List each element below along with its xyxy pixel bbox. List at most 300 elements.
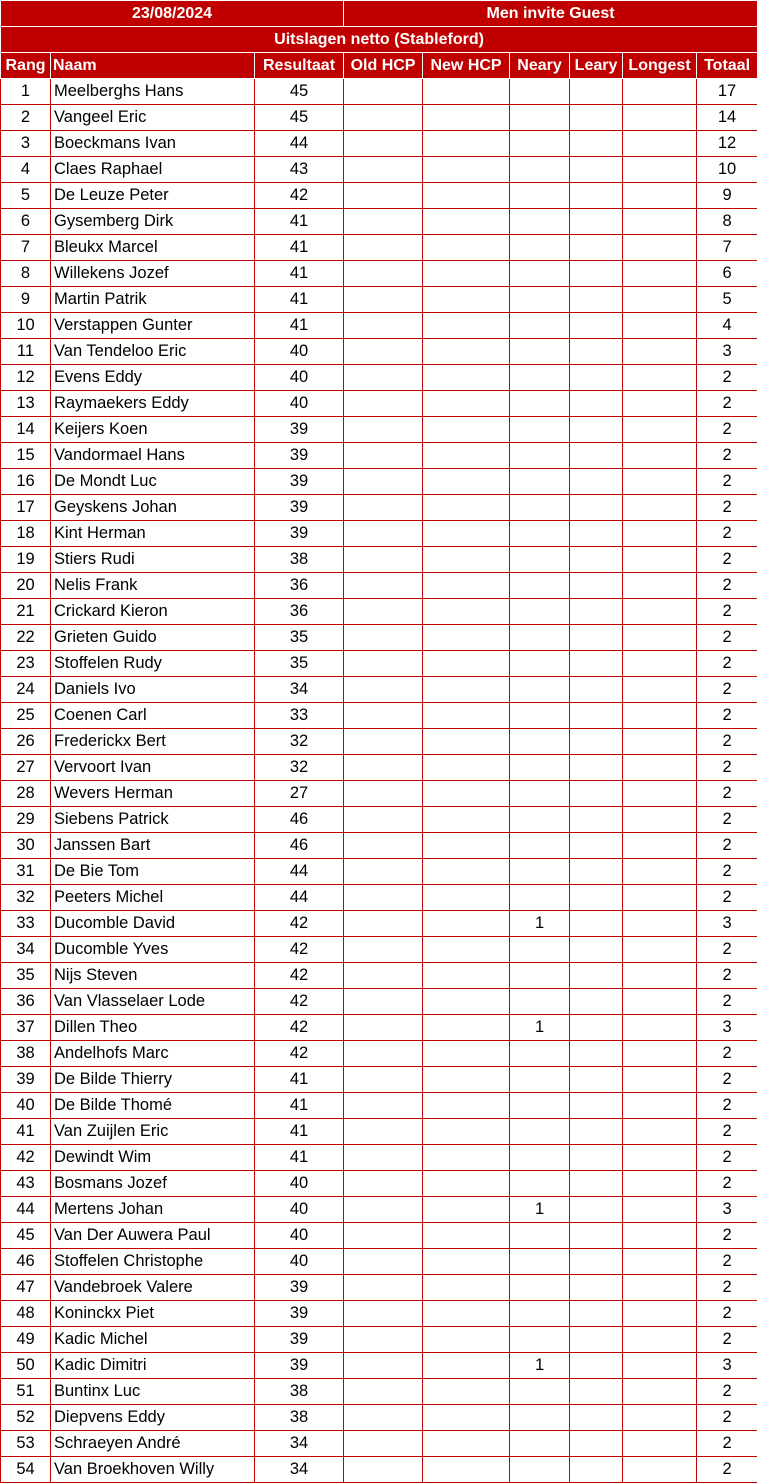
cell-resultaat: 44	[255, 131, 344, 157]
cell-old-hcp	[344, 833, 423, 859]
cell-naam: Mertens Johan	[51, 1197, 255, 1223]
cell-longest	[623, 963, 697, 989]
table-row	[1, 755, 757, 781]
cell-resultaat: 45	[255, 105, 344, 131]
cell-neary	[510, 755, 570, 781]
cell-leary	[570, 521, 623, 547]
cell-naam: De Bilde Thierry	[51, 1067, 255, 1093]
cell-rang: 36	[1, 989, 51, 1015]
cell-old-hcp	[344, 365, 423, 391]
cell-leary	[570, 1093, 623, 1119]
cell-naam: Vangeel Eric	[51, 105, 255, 131]
cell-leary	[570, 625, 623, 651]
cell-naam: Van Broekhoven Willy	[51, 1457, 255, 1483]
cell-old-hcp	[344, 1275, 423, 1301]
table-row	[1, 781, 757, 807]
table-row	[1, 183, 757, 209]
cell-rang: 42	[1, 1145, 51, 1171]
results-subtitle: Uitslagen netto (Stableford)	[1, 27, 757, 53]
cell-new-hcp	[423, 469, 510, 495]
cell-leary	[570, 1457, 623, 1483]
cell-resultaat: 34	[255, 1457, 344, 1483]
table-row	[1, 339, 757, 365]
cell-longest	[623, 1249, 697, 1275]
cell-neary	[510, 1405, 570, 1431]
cell-naam: Van Vlasselaer Lode	[51, 989, 255, 1015]
cell-new-hcp	[423, 495, 510, 521]
cell-new-hcp	[423, 157, 510, 183]
cell-old-hcp	[344, 859, 423, 885]
cell-totaal: 2	[697, 755, 757, 781]
cell-neary	[510, 1301, 570, 1327]
cell-resultaat: 38	[255, 1405, 344, 1431]
table-row	[1, 1041, 757, 1067]
cell-totaal: 2	[697, 1327, 757, 1353]
cell-leary	[570, 1223, 623, 1249]
cell-new-hcp	[423, 261, 510, 287]
cell-naam: Siebens Patrick	[51, 807, 255, 833]
cell-longest	[623, 1223, 697, 1249]
cell-leary	[570, 105, 623, 131]
table-row	[1, 729, 757, 755]
column-header-row	[1, 53, 757, 79]
cell-totaal: 2	[697, 599, 757, 625]
cell-old-hcp	[344, 625, 423, 651]
cell-longest	[623, 1327, 697, 1353]
cell-new-hcp	[423, 1353, 510, 1379]
cell-rang: 52	[1, 1405, 51, 1431]
cell-new-hcp	[423, 547, 510, 573]
cell-rang: 4	[1, 157, 51, 183]
cell-totaal: 2	[697, 1301, 757, 1327]
table-row	[1, 495, 757, 521]
cell-longest	[623, 1353, 697, 1379]
cell-new-hcp	[423, 1379, 510, 1405]
cell-rang: 47	[1, 1275, 51, 1301]
cell-resultaat: 45	[255, 79, 344, 105]
table-row	[1, 1457, 757, 1483]
cell-resultaat: 41	[255, 1093, 344, 1119]
cell-totaal: 2	[697, 781, 757, 807]
cell-longest	[623, 573, 697, 599]
cell-totaal: 2	[697, 885, 757, 911]
cell-new-hcp	[423, 1223, 510, 1249]
cell-resultaat: 39	[255, 1275, 344, 1301]
cell-totaal: 2	[697, 1379, 757, 1405]
cell-totaal: 3	[697, 1015, 757, 1041]
cell-totaal: 2	[697, 963, 757, 989]
cell-longest	[623, 755, 697, 781]
cell-new-hcp	[423, 1457, 510, 1483]
cell-longest	[623, 131, 697, 157]
cell-totaal: 2	[697, 521, 757, 547]
cell-resultaat: 40	[255, 1197, 344, 1223]
cell-neary	[510, 261, 570, 287]
cell-new-hcp	[423, 313, 510, 339]
cell-old-hcp	[344, 729, 423, 755]
cell-neary	[510, 1041, 570, 1067]
cell-leary	[570, 1353, 623, 1379]
cell-old-hcp	[344, 1379, 423, 1405]
cell-old-hcp	[344, 287, 423, 313]
table-row	[1, 235, 757, 261]
cell-leary	[570, 1197, 623, 1223]
col-old-hcp: Old HCP	[344, 53, 423, 79]
cell-resultaat: 40	[255, 1171, 344, 1197]
cell-neary	[510, 599, 570, 625]
cell-naam: Dewindt Wim	[51, 1145, 255, 1171]
cell-rang: 17	[1, 495, 51, 521]
cell-resultaat: 44	[255, 859, 344, 885]
cell-neary	[510, 209, 570, 235]
cell-longest	[623, 1431, 697, 1457]
cell-rang: 35	[1, 963, 51, 989]
cell-rang: 11	[1, 339, 51, 365]
cell-leary	[570, 495, 623, 521]
cell-leary	[570, 469, 623, 495]
cell-rang: 20	[1, 573, 51, 599]
cell-rang: 51	[1, 1379, 51, 1405]
cell-resultaat: 46	[255, 807, 344, 833]
cell-longest	[623, 495, 697, 521]
cell-resultaat: 42	[255, 183, 344, 209]
cell-totaal: 2	[697, 1457, 757, 1483]
cell-resultaat: 39	[255, 1301, 344, 1327]
cell-neary	[510, 1119, 570, 1145]
cell-leary	[570, 963, 623, 989]
cell-longest	[623, 1041, 697, 1067]
cell-old-hcp	[344, 443, 423, 469]
cell-resultaat: 39	[255, 469, 344, 495]
cell-rang: 15	[1, 443, 51, 469]
cell-totaal: 3	[697, 1197, 757, 1223]
cell-naam: Bosmans Jozef	[51, 1171, 255, 1197]
cell-rang: 2	[1, 105, 51, 131]
cell-naam: De Bilde Thomé	[51, 1093, 255, 1119]
cell-leary	[570, 443, 623, 469]
cell-resultaat: 44	[255, 885, 344, 911]
col-leary: Leary	[570, 53, 623, 79]
cell-leary	[570, 937, 623, 963]
cell-leary	[570, 1275, 623, 1301]
cell-resultaat: 40	[255, 391, 344, 417]
cell-leary	[570, 183, 623, 209]
results-body	[1, 79, 757, 1483]
cell-neary	[510, 1275, 570, 1301]
cell-totaal: 14	[697, 105, 757, 131]
table-row	[1, 599, 757, 625]
cell-totaal: 2	[697, 365, 757, 391]
table-row	[1, 1249, 757, 1275]
cell-totaal: 10	[697, 157, 757, 183]
table-row	[1, 1275, 757, 1301]
cell-neary	[510, 1379, 570, 1405]
cell-longest	[623, 1301, 697, 1327]
cell-naam: De Bie Tom	[51, 859, 255, 885]
cell-rang: 44	[1, 1197, 51, 1223]
cell-neary	[510, 521, 570, 547]
cell-resultaat: 41	[255, 287, 344, 313]
cell-new-hcp	[423, 1041, 510, 1067]
cell-new-hcp	[423, 287, 510, 313]
cell-new-hcp	[423, 1093, 510, 1119]
cell-new-hcp	[423, 339, 510, 365]
cell-new-hcp	[423, 963, 510, 989]
cell-rang: 33	[1, 911, 51, 937]
cell-longest	[623, 157, 697, 183]
subtitle-row	[1, 27, 757, 53]
cell-neary	[510, 443, 570, 469]
cell-rang: 31	[1, 859, 51, 885]
cell-leary	[570, 651, 623, 677]
cell-longest	[623, 599, 697, 625]
cell-rang: 37	[1, 1015, 51, 1041]
cell-new-hcp	[423, 1275, 510, 1301]
table-row	[1, 1405, 757, 1431]
cell-resultaat: 34	[255, 1431, 344, 1457]
cell-neary	[510, 1093, 570, 1119]
table-row	[1, 391, 757, 417]
cell-old-hcp	[344, 989, 423, 1015]
cell-new-hcp	[423, 651, 510, 677]
cell-totaal: 2	[697, 1249, 757, 1275]
cell-neary	[510, 729, 570, 755]
table-row	[1, 1119, 757, 1145]
cell-longest	[623, 859, 697, 885]
cell-longest	[623, 1379, 697, 1405]
cell-naam: Vervoort Ivan	[51, 755, 255, 781]
cell-naam: Van Tendeloo Eric	[51, 339, 255, 365]
cell-naam: Ducomble David	[51, 911, 255, 937]
table-row	[1, 365, 757, 391]
cell-longest	[623, 1145, 697, 1171]
cell-totaal: 12	[697, 131, 757, 157]
cell-neary	[510, 807, 570, 833]
cell-resultaat: 46	[255, 833, 344, 859]
cell-naam: Peeters Michel	[51, 885, 255, 911]
cell-neary	[510, 469, 570, 495]
table-row	[1, 547, 757, 573]
cell-neary: 1	[510, 911, 570, 937]
table-row	[1, 859, 757, 885]
cell-rang: 21	[1, 599, 51, 625]
cell-resultaat: 38	[255, 547, 344, 573]
cell-leary	[570, 573, 623, 599]
cell-totaal: 6	[697, 261, 757, 287]
table-row	[1, 417, 757, 443]
cell-rang: 32	[1, 885, 51, 911]
cell-neary	[510, 1171, 570, 1197]
cell-rang: 43	[1, 1171, 51, 1197]
cell-neary	[510, 859, 570, 885]
cell-naam: Van Zuijlen Eric	[51, 1119, 255, 1145]
cell-rang: 27	[1, 755, 51, 781]
cell-neary	[510, 651, 570, 677]
cell-new-hcp	[423, 1145, 510, 1171]
cell-totaal: 2	[697, 1171, 757, 1197]
cell-old-hcp	[344, 1171, 423, 1197]
cell-naam: Evens Eddy	[51, 365, 255, 391]
cell-longest	[623, 1119, 697, 1145]
table-row	[1, 1327, 757, 1353]
cell-totaal: 3	[697, 339, 757, 365]
cell-new-hcp	[423, 677, 510, 703]
cell-longest	[623, 105, 697, 131]
table-row	[1, 703, 757, 729]
cell-new-hcp	[423, 1327, 510, 1353]
cell-rang: 25	[1, 703, 51, 729]
cell-new-hcp	[423, 235, 510, 261]
cell-naam: Meelberghs Hans	[51, 79, 255, 105]
cell-naam: Boeckmans Ivan	[51, 131, 255, 157]
cell-naam: Coenen Carl	[51, 703, 255, 729]
cell-longest	[623, 209, 697, 235]
table-row	[1, 1431, 757, 1457]
cell-new-hcp	[423, 391, 510, 417]
cell-longest	[623, 1275, 697, 1301]
cell-rang: 9	[1, 287, 51, 313]
col-rang: Rang	[1, 53, 51, 79]
cell-old-hcp	[344, 703, 423, 729]
cell-resultaat: 38	[255, 1379, 344, 1405]
cell-neary	[510, 1145, 570, 1171]
cell-old-hcp	[344, 417, 423, 443]
cell-old-hcp	[344, 1353, 423, 1379]
cell-new-hcp	[423, 1197, 510, 1223]
cell-leary	[570, 807, 623, 833]
cell-longest	[623, 937, 697, 963]
cell-resultaat: 42	[255, 1041, 344, 1067]
cell-neary	[510, 885, 570, 911]
cell-resultaat: 35	[255, 651, 344, 677]
cell-rang: 24	[1, 677, 51, 703]
cell-rang: 16	[1, 469, 51, 495]
cell-new-hcp	[423, 729, 510, 755]
table-row	[1, 1353, 757, 1379]
cell-longest	[623, 729, 697, 755]
table-row	[1, 157, 757, 183]
cell-resultaat: 42	[255, 963, 344, 989]
table-row	[1, 677, 757, 703]
cell-leary	[570, 989, 623, 1015]
table-row	[1, 313, 757, 339]
cell-neary	[510, 157, 570, 183]
cell-naam: Schraeyen André	[51, 1431, 255, 1457]
cell-naam: Bleukx Marcel	[51, 235, 255, 261]
table-row	[1, 1301, 757, 1327]
cell-totaal: 2	[697, 417, 757, 443]
cell-leary	[570, 1067, 623, 1093]
cell-leary	[570, 157, 623, 183]
cell-rang: 38	[1, 1041, 51, 1067]
cell-neary	[510, 339, 570, 365]
cell-new-hcp	[423, 859, 510, 885]
cell-old-hcp	[344, 1301, 423, 1327]
cell-naam: Keijers Koen	[51, 417, 255, 443]
cell-totaal: 2	[697, 1041, 757, 1067]
cell-naam: Stoffelen Christophe	[51, 1249, 255, 1275]
cell-neary: 1	[510, 1353, 570, 1379]
cell-naam: Dillen Theo	[51, 1015, 255, 1041]
cell-totaal: 2	[697, 391, 757, 417]
cell-naam: Vandormael Hans	[51, 443, 255, 469]
cell-totaal: 2	[697, 495, 757, 521]
col-totaal: Totaal	[697, 53, 757, 79]
cell-rang: 22	[1, 625, 51, 651]
cell-leary	[570, 547, 623, 573]
cell-rang: 46	[1, 1249, 51, 1275]
cell-neary	[510, 183, 570, 209]
cell-leary	[570, 833, 623, 859]
cell-old-hcp	[344, 547, 423, 573]
cell-totaal: 2	[697, 469, 757, 495]
col-new-hcp: New HCP	[423, 53, 510, 79]
cell-totaal: 2	[697, 937, 757, 963]
cell-naam: De Leuze Peter	[51, 183, 255, 209]
cell-neary	[510, 963, 570, 989]
cell-naam: Van Der Auwera Paul	[51, 1223, 255, 1249]
cell-leary	[570, 1145, 623, 1171]
cell-new-hcp	[423, 1249, 510, 1275]
cell-longest	[623, 183, 697, 209]
cell-new-hcp	[423, 521, 510, 547]
table-row	[1, 1171, 757, 1197]
cell-naam: Grieten Guido	[51, 625, 255, 651]
cell-new-hcp	[423, 1431, 510, 1457]
cell-naam: Stoffelen Rudy	[51, 651, 255, 677]
cell-rang: 28	[1, 781, 51, 807]
cell-leary	[570, 1015, 623, 1041]
cell-new-hcp	[423, 885, 510, 911]
cell-new-hcp	[423, 105, 510, 131]
cell-old-hcp	[344, 1015, 423, 1041]
cell-rang: 10	[1, 313, 51, 339]
cell-resultaat: 27	[255, 781, 344, 807]
cell-neary	[510, 79, 570, 105]
cell-longest	[623, 1093, 697, 1119]
cell-totaal: 2	[697, 1067, 757, 1093]
cell-old-hcp	[344, 391, 423, 417]
cell-neary: 1	[510, 1197, 570, 1223]
cell-leary	[570, 261, 623, 287]
cell-leary	[570, 79, 623, 105]
table-row	[1, 573, 757, 599]
cell-longest	[623, 235, 697, 261]
cell-neary	[510, 391, 570, 417]
col-naam: Naam	[51, 53, 255, 79]
cell-naam: Koninckx Piet	[51, 1301, 255, 1327]
cell-longest	[623, 989, 697, 1015]
table-row	[1, 885, 757, 911]
header-row	[1, 1, 757, 27]
cell-naam: Verstappen Gunter	[51, 313, 255, 339]
table-row	[1, 1067, 757, 1093]
cell-old-hcp	[344, 157, 423, 183]
cell-resultaat: 40	[255, 365, 344, 391]
cell-resultaat: 41	[255, 261, 344, 287]
cell-leary	[570, 131, 623, 157]
cell-leary	[570, 1431, 623, 1457]
cell-rang: 6	[1, 209, 51, 235]
cell-neary	[510, 781, 570, 807]
cell-rang: 8	[1, 261, 51, 287]
cell-longest	[623, 885, 697, 911]
table-row	[1, 521, 757, 547]
cell-neary: 1	[510, 1015, 570, 1041]
cell-rang: 5	[1, 183, 51, 209]
cell-leary	[570, 287, 623, 313]
cell-neary	[510, 1431, 570, 1457]
